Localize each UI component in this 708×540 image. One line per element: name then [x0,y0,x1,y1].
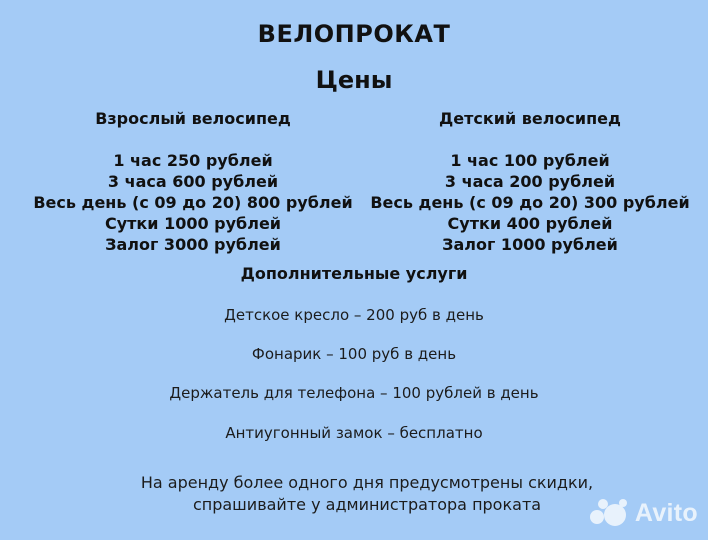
child-price-full-day: Весь день (с 09 до 20) 300 рублей [370,193,690,212]
adult-bike-heading: Взрослый велосипед [95,109,291,128]
services-heading: Дополнительные услуги [240,264,468,283]
service-flashlight: Фонарик – 100 руб в день [251,345,457,363]
avito-logo-text: Avito [634,498,698,527]
avito-watermark [588,498,698,528]
page-title: ВЕЛОПРОКАТ [257,20,451,48]
adult-price-24-hours: Сутки 1000 рублей [104,214,282,233]
discount-note-line-2: спрашивайте у администратора проката [192,495,542,514]
adult-price-1-hour: 1 час 250 рублей [113,151,273,170]
child-price-3-hours: 3 часа 200 рублей [444,172,616,191]
avito-logo-icon [588,498,630,528]
service-child-seat: Детское кресло – 200 руб в день [224,306,484,324]
discount-note-line-1: На аренду более одного дня предусмотрены скидки, [140,473,594,492]
service-anti-theft-lock: Антиугонный замок – бесплатно [225,424,483,442]
child-bike-prices [355,108,705,255]
child-price-24-hours: Сутки 400 рублей [447,214,613,233]
adult-price-3-hours: 3 часа 600 рублей [107,172,279,191]
page-subtitle: Цены [315,66,393,94]
child-bike-heading: Детский велосипед [439,109,621,128]
service-phone-holder: Держатель для телефона – 100 рублей в день [169,384,539,402]
adult-bike-prices [18,108,368,255]
child-price-1-hour: 1 час 100 рублей [450,151,610,170]
adult-deposit: Залог 3000 рублей [105,235,281,254]
child-deposit: Залог 1000 рублей [442,235,618,254]
adult-price-full-day: Весь день (с 09 до 20) 800 рублей [33,193,353,212]
